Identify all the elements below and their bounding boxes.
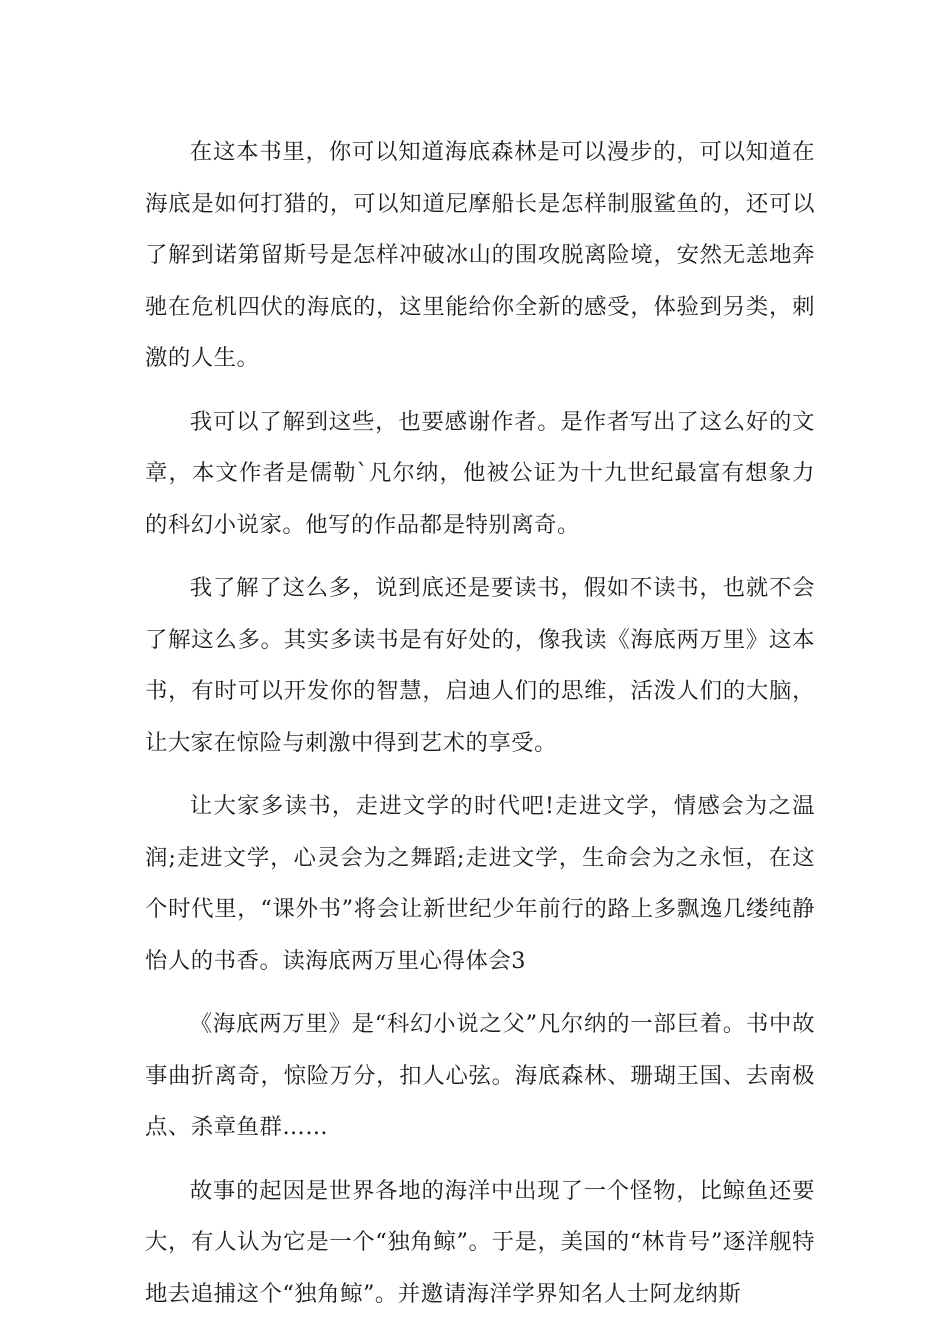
- document-body: [145, 127, 815, 1320]
- paragraph: 《海底两万里》是“科幻小说之父”凡尔纳的一部巨着。书中故事曲折离奇，惊险万分，扣人心弦。海底森林、珊瑚王国、去南极点、杀章鱼群……: [145, 1011, 815, 1140]
- paragraph: 故事的起因是世界各地的海洋中出现了一个怪物，比鲸鱼还要大，有人认为它是一个“独角鲸”。于是，美国的“林肯号”逐洋舰特地去追捕这个“独角鲸”。并邀请海洋学界知名人士阿龙纳斯: [145, 1177, 815, 1307]
- paragraph: 我可以了解到这些，也要感谢作者。是作者写出了这么好的文章，本文作者是儒勒`凡尔纳，他被公证为十九世纪最富有想象力的科幻小说家。他写的作品都是特别离奇。: [145, 408, 815, 538]
- paragraph: 让大家多读书，走进文学的时代吧!走进文学，情感会为之温润;走进文学，心灵会为之舞蹈;走进文学，生命会为之永恒，在这个时代里，“课外书”将会让新世纪少年前行的路上多飘逸几缕纯静怡人的书香。读海底两万里心得体会3: [145, 793, 815, 974]
- paragraph: 在这本书里，你可以知道海底森林是可以漫步的，可以知道在海底是如何打猎的，可以知道尼摩船长是怎样制服鲨鱼的，还可以了解到诺第留斯号是怎样冲破冰山的围攻脱离险境，安然无恙地奔驰在危机四伏的海底的，这里能给你全新的感受，体验到另类，刺激的人生。: [145, 139, 815, 371]
- paragraph: 我了解了这么多，说到底还是要读书，假如不读书，也就不会了解这么多。其实多读书是有好处的，像我读《海底两万里》这本书，有时可以开发你的智慧，启迪人们的思维，活泼人们的大脑，让大家在惊险与刺激中得到艺术的享受。: [145, 575, 815, 756]
